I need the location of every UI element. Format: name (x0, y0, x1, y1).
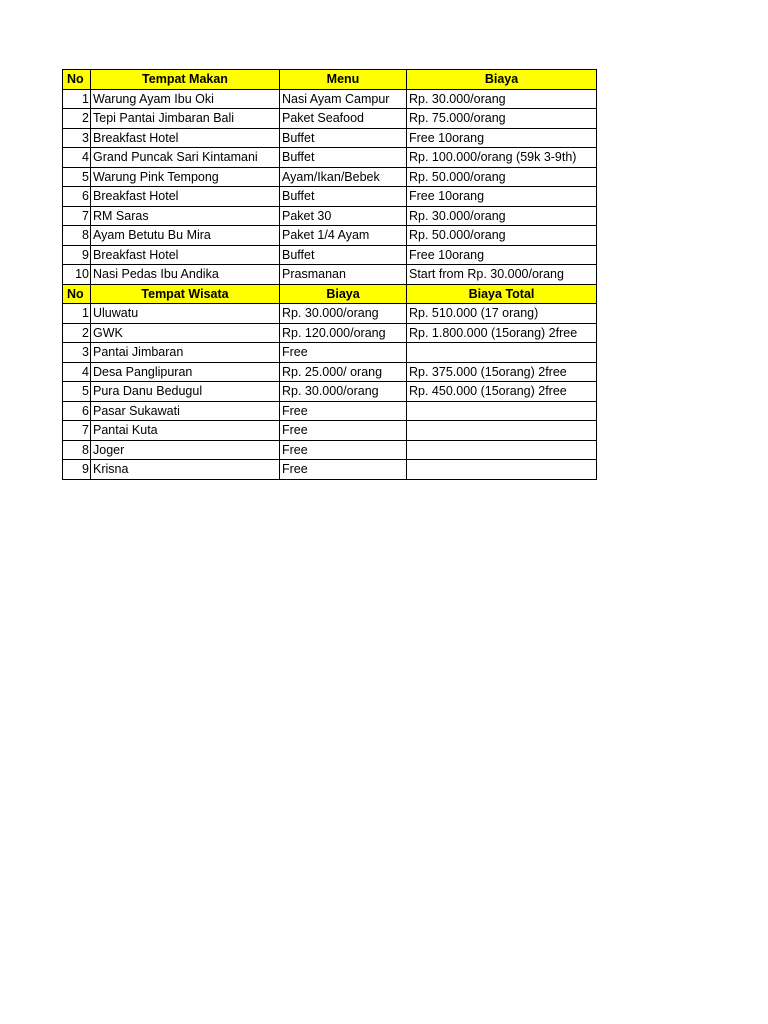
wisata-cell-tempat-wisata[interactable]: Pantai Kuta (91, 421, 280, 441)
wisata-cell-no[interactable]: 4 (63, 362, 91, 382)
wisata-table-row (63, 382, 597, 402)
wisata-table-row (63, 323, 597, 343)
wisata-cell-no[interactable]: 1 (63, 304, 91, 324)
makan-cell-no[interactable]: 9 (63, 245, 91, 265)
wisata-cell-no[interactable]: 7 (63, 421, 91, 441)
wisata-cell-biaya-total[interactable] (407, 460, 597, 480)
makan-cell-menu[interactable]: Paket 30 (280, 206, 407, 226)
makan-cell-biaya[interactable]: Start from Rp. 30.000/orang (407, 265, 597, 285)
makan-cell-tempat-makan[interactable]: Nasi Pedas Ibu Andika (91, 265, 280, 285)
wisata-cell-tempat-wisata[interactable]: Pantai Jimbaran (91, 343, 280, 363)
wisata-header-biaya[interactable]: Biaya (280, 284, 407, 304)
makan-table-row (63, 109, 597, 129)
makan-cell-tempat-makan[interactable]: Grand Puncak Sari Kintamani (91, 148, 280, 168)
makan-cell-menu[interactable]: Prasmanan (280, 265, 407, 285)
wisata-table-row (63, 460, 597, 480)
wisata-cell-tempat-wisata[interactable]: Joger (91, 440, 280, 460)
makan-table-row (63, 206, 597, 226)
makan-cell-biaya[interactable]: Rp. 50.000/orang (407, 167, 597, 187)
makan-cell-no[interactable]: 5 (63, 167, 91, 187)
makan-cell-tempat-makan[interactable]: Warung Ayam Ibu Oki (91, 89, 280, 109)
wisata-cell-tempat-wisata[interactable]: GWK (91, 323, 280, 343)
wisata-cell-biaya[interactable]: Free (280, 440, 407, 460)
makan-cell-biaya[interactable]: Free 10orang (407, 245, 597, 265)
wisata-cell-biaya[interactable]: Rp. 30.000/orang (280, 304, 407, 324)
makan-cell-biaya[interactable]: Free 10orang (407, 128, 597, 148)
makan-table-row (63, 128, 597, 148)
sheet-body (63, 70, 597, 480)
wisata-cell-biaya-total[interactable] (407, 401, 597, 421)
makan-cell-biaya[interactable]: Rp. 30.000/orang (407, 206, 597, 226)
makan-cell-tempat-makan[interactable]: Breakfast Hotel (91, 128, 280, 148)
makan-table-row (63, 245, 597, 265)
wisata-cell-no[interactable]: 8 (63, 440, 91, 460)
makan-cell-no[interactable]: 8 (63, 226, 91, 246)
makan-table-row (63, 167, 597, 187)
makan-cell-menu[interactable]: Buffet (280, 148, 407, 168)
makan-cell-tempat-makan[interactable]: Tepi Pantai Jimbaran Bali (91, 109, 280, 129)
wisata-header-row (63, 284, 597, 304)
makan-cell-tempat-makan[interactable]: Breakfast Hotel (91, 187, 280, 207)
wisata-cell-biaya-total[interactable]: Rp. 1.800.000 (15orang) 2free (407, 323, 597, 343)
wisata-cell-biaya-total[interactable] (407, 343, 597, 363)
wisata-cell-biaya-total[interactable] (407, 440, 597, 460)
makan-cell-menu[interactable]: Buffet (280, 128, 407, 148)
makan-table-row (63, 265, 597, 285)
wisata-table-row (63, 304, 597, 324)
makan-cell-no[interactable]: 10 (63, 265, 91, 285)
wisata-cell-tempat-wisata[interactable]: Desa Panglipuran (91, 362, 280, 382)
makan-header-menu[interactable]: Menu (280, 70, 407, 90)
wisata-cell-biaya-total[interactable]: Rp. 375.000 (15orang) 2free (407, 362, 597, 382)
makan-header-biaya[interactable]: Biaya (407, 70, 597, 90)
wisata-cell-biaya[interactable]: Rp. 120.000/orang (280, 323, 407, 343)
makan-cell-biaya[interactable]: Rp. 100.000/orang (59k 3-9th) (407, 148, 597, 168)
makan-cell-biaya[interactable]: Rp. 75.000/orang (407, 109, 597, 129)
wisata-cell-biaya-total[interactable]: Rp. 510.000 (17 orang) (407, 304, 597, 324)
makan-cell-menu[interactable]: Nasi Ayam Campur (280, 89, 407, 109)
makan-cell-no[interactable]: 2 (63, 109, 91, 129)
wisata-header-biaya-total[interactable]: Biaya Total (407, 284, 597, 304)
makan-cell-tempat-makan[interactable]: RM Saras (91, 206, 280, 226)
wisata-cell-biaya[interactable]: Free (280, 460, 407, 480)
makan-cell-biaya[interactable]: Rp. 30.000/orang (407, 89, 597, 109)
makan-cell-biaya[interactable]: Rp. 50.000/orang (407, 226, 597, 246)
makan-header-tempat-makan[interactable]: Tempat Makan (91, 70, 280, 90)
wisata-cell-tempat-wisata[interactable]: Krisna (91, 460, 280, 480)
wisata-table-row (63, 362, 597, 382)
wisata-cell-tempat-wisata[interactable]: Pasar Sukawati (91, 401, 280, 421)
makan-table-row (63, 89, 597, 109)
wisata-table-row (63, 343, 597, 363)
makan-cell-tempat-makan[interactable]: Breakfast Hotel (91, 245, 280, 265)
wisata-table-row (63, 401, 597, 421)
wisata-cell-tempat-wisata[interactable]: Uluwatu (91, 304, 280, 324)
wisata-cell-biaya[interactable]: Rp. 25.000/ orang (280, 362, 407, 382)
makan-cell-menu[interactable]: Paket Seafood (280, 109, 407, 129)
wisata-cell-biaya-total[interactable] (407, 421, 597, 441)
makan-table-row (63, 148, 597, 168)
wisata-cell-no[interactable]: 3 (63, 343, 91, 363)
wisata-cell-tempat-wisata[interactable]: Pura Danu Bedugul (91, 382, 280, 402)
makan-cell-no[interactable]: 1 (63, 89, 91, 109)
makan-cell-menu[interactable]: Paket 1/4 Ayam (280, 226, 407, 246)
makan-cell-tempat-makan[interactable]: Ayam Betutu Bu Mira (91, 226, 280, 246)
wisata-cell-biaya[interactable]: Free (280, 421, 407, 441)
makan-cell-menu[interactable]: Buffet (280, 245, 407, 265)
makan-cell-menu[interactable]: Ayam/Ikan/Bebek (280, 167, 407, 187)
wisata-header-tempat-wisata[interactable]: Tempat Wisata (91, 284, 280, 304)
wisata-header-no[interactable]: No (63, 284, 91, 304)
makan-table-row (63, 187, 597, 207)
wisata-cell-no[interactable]: 6 (63, 401, 91, 421)
makan-header-no[interactable]: No (63, 70, 91, 90)
wisata-cell-biaya[interactable]: Rp. 30.000/orang (280, 382, 407, 402)
makan-header-row (63, 70, 597, 90)
makan-cell-no[interactable]: 3 (63, 128, 91, 148)
makan-cell-tempat-makan[interactable]: Warung Pink Tempong (91, 167, 280, 187)
spreadsheet-table (62, 69, 597, 480)
wisata-cell-no[interactable]: 5 (63, 382, 91, 402)
wisata-cell-no[interactable]: 9 (63, 460, 91, 480)
makan-table-row (63, 226, 597, 246)
wisata-cell-no[interactable]: 2 (63, 323, 91, 343)
wisata-table-row (63, 440, 597, 460)
wisata-table-row (63, 421, 597, 441)
makan-cell-biaya[interactable]: Free 10orang (407, 187, 597, 207)
makan-cell-no[interactable]: 4 (63, 148, 91, 168)
wisata-cell-biaya[interactable]: Free (280, 401, 407, 421)
makan-cell-no[interactable]: 6 (63, 187, 91, 207)
makan-cell-menu[interactable]: Buffet (280, 187, 407, 207)
wisata-cell-biaya[interactable]: Free (280, 343, 407, 363)
makan-cell-no[interactable]: 7 (63, 206, 91, 226)
wisata-cell-biaya-total[interactable]: Rp. 450.000 (15orang) 2free (407, 382, 597, 402)
